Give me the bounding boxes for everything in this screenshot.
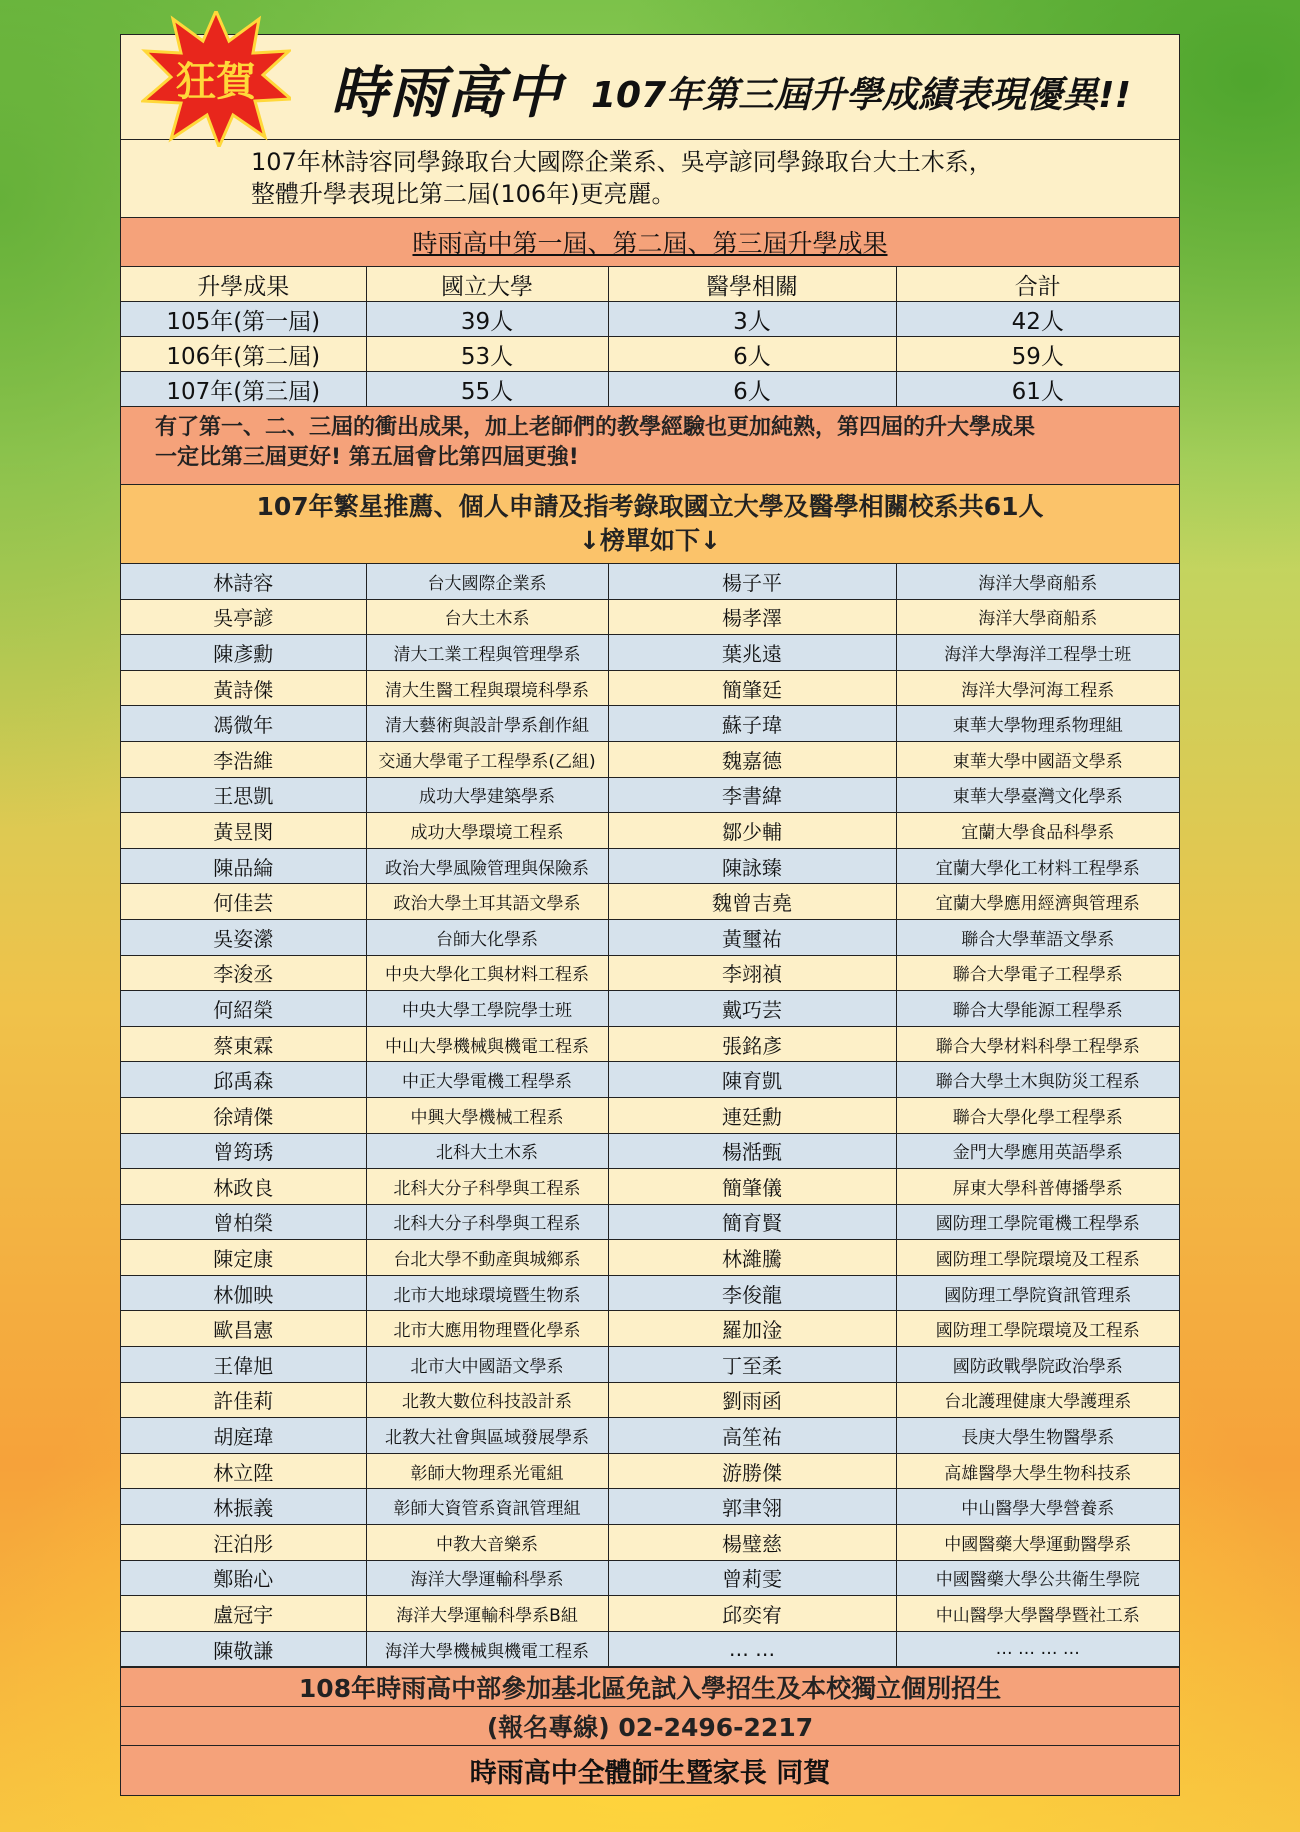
student-name: 林伽映	[121, 1275, 366, 1311]
department: 宜蘭大學應用經濟與管理系	[896, 884, 1179, 920]
student-name: 鄭貽心	[121, 1560, 366, 1596]
stats-header-cell: 醫學相關	[608, 267, 896, 302]
stats-header-row	[121, 267, 1179, 302]
department: 政治大學土耳其語文學系	[366, 884, 608, 920]
department: 中山醫學大學營養系	[896, 1489, 1179, 1525]
banner-subtitle: 107年第三屆升學成績表現優異!!	[591, 75, 1131, 116]
department: 台北護理健康大學護理系	[896, 1382, 1179, 1418]
department: 東華大學中國語文學系	[896, 741, 1179, 777]
student-name: 黃昱閔	[121, 813, 366, 849]
department: 海洋大學河海工程系	[896, 670, 1179, 706]
stats-cell: 3人	[608, 302, 896, 337]
department: 國防理工學院資訊管理系	[896, 1275, 1179, 1311]
department: 中興大學機械工程系	[366, 1097, 608, 1133]
table-row	[121, 1240, 1179, 1276]
student-name: 楊湉甄	[608, 1133, 896, 1169]
stats-table	[121, 267, 1179, 407]
student-name: 李浩維	[121, 741, 366, 777]
department: … … … …	[896, 1631, 1179, 1667]
department: 中國醫藥大學公共衛生學院	[896, 1560, 1179, 1596]
outlook-note	[121, 407, 1179, 485]
department: 東華大學臺灣文化學系	[896, 777, 1179, 813]
starburst-badge	[141, 11, 291, 147]
admission-list-subtitle: ↓榜單如下↓	[579, 526, 721, 555]
department: 中央大學化工與材料工程系	[366, 955, 608, 991]
stats-cell: 42人	[896, 302, 1179, 337]
stats-cell: 106年(第二屆)	[121, 337, 366, 372]
stats-row	[121, 302, 1179, 337]
stats-cell: 61人	[896, 372, 1179, 407]
department: 北教大社會與區域發展學系	[366, 1418, 608, 1454]
student-name: 李翊禎	[608, 955, 896, 991]
student-name: 陳彥勳	[121, 635, 366, 671]
stats-row	[121, 337, 1179, 372]
table-row	[121, 919, 1179, 955]
student-name: 楊璧慈	[608, 1525, 896, 1561]
stats-row	[121, 372, 1179, 407]
department: 台大國際企業系	[366, 564, 608, 599]
table-row	[121, 741, 1179, 777]
student-name: 蔡東霖	[121, 1026, 366, 1062]
student-name: 陳詠臻	[608, 848, 896, 884]
table-row	[121, 991, 1179, 1027]
student-name: 盧冠宇	[121, 1596, 366, 1632]
student-name: 曾柏榮	[121, 1204, 366, 1240]
student-name: 林立陞	[121, 1453, 366, 1489]
department: 北市大應用物理暨化學系	[366, 1311, 608, 1347]
table-row	[121, 1133, 1179, 1169]
table-row	[121, 1418, 1179, 1454]
student-name: 林濰騰	[608, 1240, 896, 1276]
department: 北科大分子科學與工程系	[366, 1169, 608, 1205]
department: 政治大學風險管理與保險系	[366, 848, 608, 884]
student-name: 林詩容	[121, 564, 366, 599]
department: 海洋大學商船系	[896, 564, 1179, 599]
department: 宜蘭大學化工材料工程學系	[896, 848, 1179, 884]
department: 成功大學建築學系	[366, 777, 608, 813]
registration-hotline: (報名專線) 02-2496-2217	[121, 1706, 1179, 1745]
student-name: 連廷勳	[608, 1097, 896, 1133]
student-name: 歐昌憲	[121, 1311, 366, 1347]
department: 聯合大學華語文學系	[896, 919, 1179, 955]
student-name: 胡庭瑋	[121, 1418, 366, 1454]
department: 成功大學環境工程系	[366, 813, 608, 849]
student-name: 簡肇廷	[608, 670, 896, 706]
department: 北科大土木系	[366, 1133, 608, 1169]
student-name: 陳定康	[121, 1240, 366, 1276]
stats-cell: 105年(第一屆)	[121, 302, 366, 337]
student-name: 王偉旭	[121, 1347, 366, 1383]
stats-header-cell: 升學成果	[121, 267, 366, 302]
department: 中教大音樂系	[366, 1525, 608, 1561]
table-row	[121, 599, 1179, 635]
table-row	[121, 1311, 1179, 1347]
department: 聯合大學材料科學工程學系	[896, 1026, 1179, 1062]
table-row	[121, 1062, 1179, 1098]
student-name: 何紹榮	[121, 991, 366, 1027]
student-name: 張銘彥	[608, 1026, 896, 1062]
student-name: 吳亭諺	[121, 599, 366, 635]
table-row	[121, 848, 1179, 884]
school-name: 時雨高中	[331, 61, 563, 126]
student-name: 游勝傑	[608, 1453, 896, 1489]
department: 聯合大學化學工程學系	[896, 1097, 1179, 1133]
student-name: 楊孝澤	[608, 599, 896, 635]
table-row	[121, 1596, 1179, 1632]
stats-cell: 107年(第三屆)	[121, 372, 366, 407]
student-name: … …	[608, 1631, 896, 1667]
student-name: 何佳芸	[121, 884, 366, 920]
student-name: 劉雨函	[608, 1382, 896, 1418]
department: 聯合大學土木與防災工程系	[896, 1062, 1179, 1098]
poster	[120, 34, 1180, 1796]
table-row	[121, 1204, 1179, 1240]
student-name: 郭聿翎	[608, 1489, 896, 1525]
student-name: 吳姿瀠	[121, 919, 366, 955]
banner	[121, 35, 1179, 140]
table-row	[121, 1453, 1179, 1489]
student-name: 李書緯	[608, 777, 896, 813]
table-row	[121, 1489, 1179, 1525]
table-row	[121, 1382, 1179, 1418]
student-name: 邱奕宥	[608, 1596, 896, 1632]
student-name: 曾筠琇	[121, 1133, 366, 1169]
department: 北科大分子科學與工程系	[366, 1204, 608, 1240]
student-name: 魏嘉德	[608, 741, 896, 777]
department: 國防理工學院環境及工程系	[896, 1311, 1179, 1347]
intro-text	[121, 140, 1179, 218]
student-name: 王思凱	[121, 777, 366, 813]
table-row	[121, 1097, 1179, 1133]
department: 聯合大學能源工程學系	[896, 991, 1179, 1027]
table-row	[121, 1026, 1179, 1062]
student-name: 林政良	[121, 1169, 366, 1205]
department: 台北大學不動產與城鄉系	[366, 1240, 608, 1276]
department: 北教大數位科技設計系	[366, 1382, 608, 1418]
department: 彰師大資管系資訊管理組	[366, 1489, 608, 1525]
table-row	[121, 1631, 1179, 1667]
table-row	[121, 670, 1179, 706]
department: 中山大學機械與機電工程系	[366, 1026, 608, 1062]
student-name: 許佳莉	[121, 1382, 366, 1418]
table-row	[121, 1275, 1179, 1311]
department: 屏東大學科普傳播學系	[896, 1169, 1179, 1205]
student-name: 曾莉雯	[608, 1560, 896, 1596]
student-name: 蘇子瑋	[608, 706, 896, 742]
intro-line-2: 整體升學表現比第二屆(106年)更亮麗。	[251, 180, 676, 208]
department: 海洋大學運輸科學系B組	[366, 1596, 608, 1632]
department: 海洋大學海洋工程學士班	[896, 635, 1179, 671]
note-line-1: 有了第一、二、三屆的衝出成果，加上老師們的教學經驗也更加純熟，第四屆的升大學成果	[155, 415, 1036, 440]
student-name: 陳育凱	[608, 1062, 896, 1098]
student-name: 魏曾吉堯	[608, 884, 896, 920]
student-name: 李俊龍	[608, 1275, 896, 1311]
department: 金門大學應用英語學系	[896, 1133, 1179, 1169]
department: 海洋大學運輸科學系	[366, 1560, 608, 1596]
table-row	[121, 706, 1179, 742]
stats-header-cell: 合計	[896, 267, 1179, 302]
admission-table	[121, 564, 1179, 1667]
stats-cell: 6人	[608, 372, 896, 407]
student-name: 簡肇儀	[608, 1169, 896, 1205]
stats-title: 時雨高中第一屆、第二屆、第三屆升學成果	[121, 218, 1179, 267]
table-row	[121, 635, 1179, 671]
department: 北市大地球環境暨生物系	[366, 1275, 608, 1311]
student-name: 陳敬謙	[121, 1631, 366, 1667]
table-row	[121, 813, 1179, 849]
department: 高雄醫學大學生物科技系	[896, 1453, 1179, 1489]
student-name: 汪泊彤	[121, 1525, 366, 1561]
table-row	[121, 564, 1179, 599]
student-name: 羅加淦	[608, 1311, 896, 1347]
department: 清大藝術與設計學系創作組	[366, 706, 608, 742]
congratulations-signoff: 時雨高中全體師生暨家長 同賀	[121, 1745, 1179, 1795]
department: 北市大中國語文學系	[366, 1347, 608, 1383]
student-name: 簡育賢	[608, 1204, 896, 1240]
stats-header-cell: 國立大學	[366, 267, 608, 302]
department: 中正大學電機工程學系	[366, 1062, 608, 1098]
department: 中國醫藥大學運動醫學系	[896, 1525, 1179, 1561]
department: 台大土木系	[366, 599, 608, 635]
intro-line-1: 107年林詩容同學錄取台大國際企業系、吳亭諺同學錄取台大土木系，	[251, 148, 993, 176]
department: 中央大學工學院學士班	[366, 991, 608, 1027]
student-name: 鄒少輔	[608, 813, 896, 849]
student-name: 徐靖傑	[121, 1097, 366, 1133]
enrollment-notice: 108年時雨高中部參加基北區免試入學招生及本校獨立個別招生	[121, 1667, 1179, 1706]
student-name: 邱禹森	[121, 1062, 366, 1098]
table-row	[121, 1560, 1179, 1596]
department: 長庚大學生物醫學系	[896, 1418, 1179, 1454]
student-name: 楊子平	[608, 564, 896, 599]
stats-cell: 39人	[366, 302, 608, 337]
department: 交通大學電子工程學系(乙組)	[366, 741, 608, 777]
student-name: 李浚丞	[121, 955, 366, 991]
department: 國防政戰學院政治學系	[896, 1347, 1179, 1383]
stats-cell: 53人	[366, 337, 608, 372]
student-name: 陳品綸	[121, 848, 366, 884]
student-name: 戴巧芸	[608, 991, 896, 1027]
department: 宜蘭大學食品科學系	[896, 813, 1179, 849]
stats-cell: 6人	[608, 337, 896, 372]
table-row	[121, 884, 1179, 920]
student-name: 葉兆遠	[608, 635, 896, 671]
department: 台師大化學系	[366, 919, 608, 955]
department: 海洋大學機械與機電工程系	[366, 1631, 608, 1667]
department: 國防理工學院環境及工程系	[896, 1240, 1179, 1276]
admission-list-title: 107年繁星推薦、個人申請及指考錄取國立大學及醫學相關校系共61人	[256, 492, 1044, 521]
student-name: 林振義	[121, 1489, 366, 1525]
table-row	[121, 1347, 1179, 1383]
department: 清大生醫工程與環境科學系	[366, 670, 608, 706]
table-row	[121, 1525, 1179, 1561]
student-name: 高笙祐	[608, 1418, 896, 1454]
department: 清大工業工程與管理學系	[366, 635, 608, 671]
table-row	[121, 955, 1179, 991]
department: 海洋大學商船系	[896, 599, 1179, 635]
note-line-2: 一定比第三屆更好! 第五屆會比第四屆更強!	[155, 445, 579, 470]
department: 彰師大物理系光電組	[366, 1453, 608, 1489]
admission-list-header	[121, 485, 1179, 564]
table-row	[121, 777, 1179, 813]
department: 中山醫學大學醫學暨社工系	[896, 1596, 1179, 1632]
department: 國防理工學院電機工程學系	[896, 1204, 1179, 1240]
student-name: 丁至柔	[608, 1347, 896, 1383]
stats-cell: 55人	[366, 372, 608, 407]
student-name: 黃璽祐	[608, 919, 896, 955]
stats-cell: 59人	[896, 337, 1179, 372]
badge-text: 狂賀	[176, 59, 256, 105]
department: 聯合大學電子工程學系	[896, 955, 1179, 991]
student-name: 黃詩傑	[121, 670, 366, 706]
table-row	[121, 1169, 1179, 1205]
student-name: 馮微年	[121, 706, 366, 742]
department: 東華大學物理系物理組	[896, 706, 1179, 742]
